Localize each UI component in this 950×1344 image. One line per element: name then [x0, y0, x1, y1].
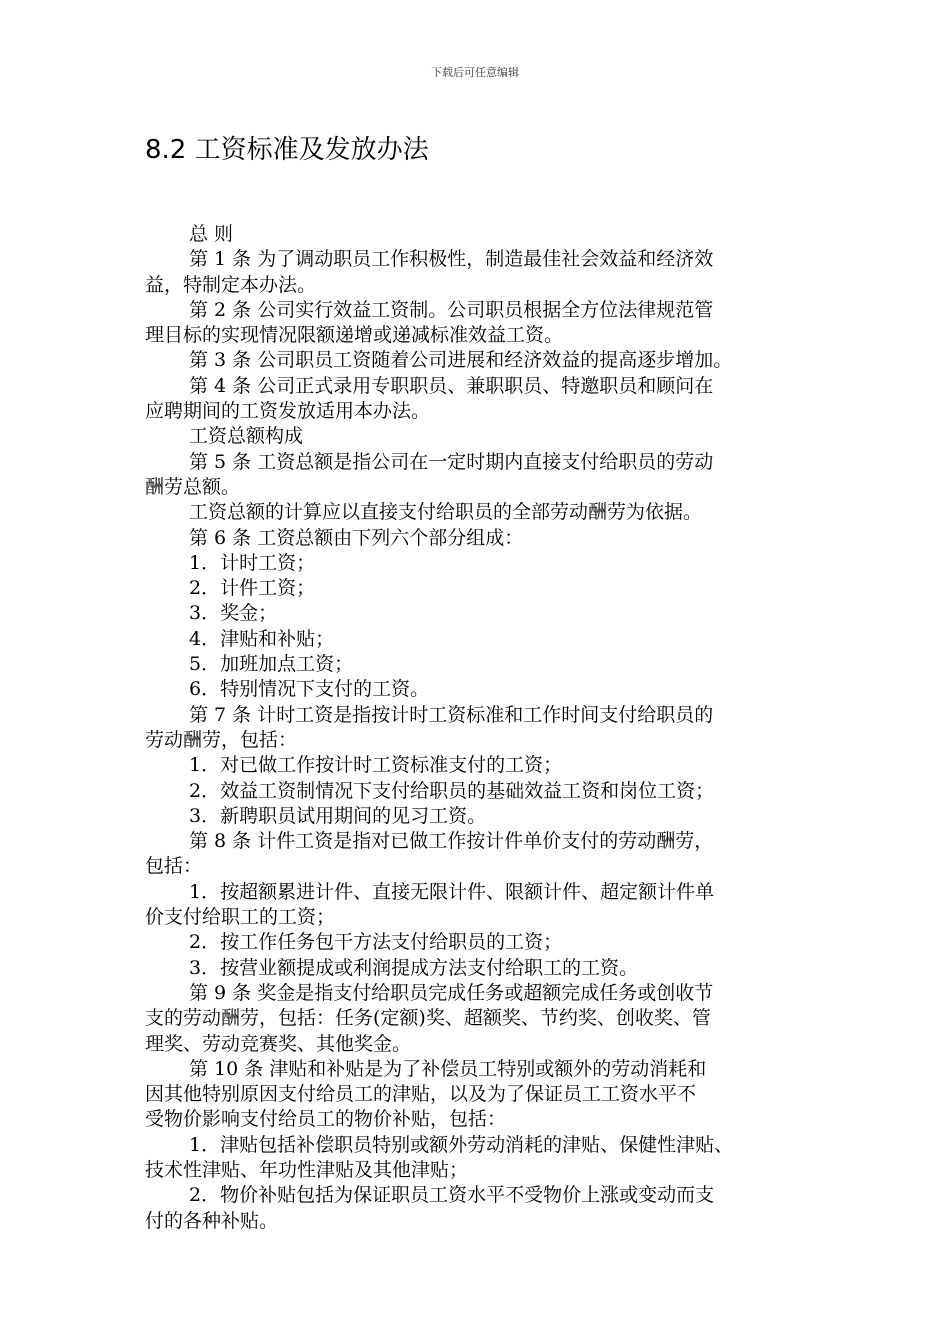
- paragraph-line: 工资总额构成: [189, 425, 304, 448]
- paragraph-line: 付的各种补贴。: [145, 1209, 279, 1232]
- paragraph-line: 第 4 条 公司正式录用专职职员、兼职职员、特邀职员和顾问在: [189, 374, 714, 397]
- paragraph-line: 第 5 条 工资总额是指公司在一定时期内直接支付给职员的劳动: [189, 450, 714, 473]
- paragraph-line: 包括：: [145, 855, 203, 878]
- paragraph-line: 因其他特别原因支付给员工的津贴，以及为了保证员工工资水平不: [145, 1083, 697, 1106]
- paragraph-line: 第 7 条 计时工资是指按计时工资标准和工作时间支付给职员的: [189, 703, 714, 726]
- paragraph-line: 应聘期间的工资发放适用本办法。: [145, 400, 431, 423]
- paragraph-line: 5．加班加点工资；: [189, 653, 354, 676]
- paragraph-line: 技术性津贴、年功性津贴及其他津贴；: [145, 1158, 469, 1181]
- paragraph-line: 6．特别情况下支付的工资。: [189, 678, 430, 701]
- paragraph-line: 第 9 条 奖金是指支付给职员完成任务或超额完成任务或创收节: [189, 981, 714, 1004]
- paragraph-line: 第 10 条 津贴和补贴是为了补偿员工特别或额外的劳动消耗和: [189, 1057, 707, 1080]
- paragraph-line: 总 则: [189, 223, 234, 245]
- paragraph-line: 1．计时工资；: [189, 551, 316, 574]
- paragraph-line: 第 3 条 公司职员工资随着公司进展和经济效益的提高逐步增加。: [189, 349, 733, 372]
- paragraph-line: 3．奖金；: [189, 602, 278, 625]
- paragraph-line: 酬劳总额。: [145, 475, 241, 498]
- paragraph-line: 理奖、劳动竞赛奖、其他奖金。: [145, 1032, 412, 1055]
- paragraph-line: 3．按营业额提成或利润提成方法支付给职工的工资。: [189, 956, 639, 979]
- header-note: 下载后可任意编辑: [431, 66, 519, 79]
- paragraph-line: 1．津贴包括补偿职员特别或额外劳动消耗的津贴、保健性津贴、: [189, 1133, 734, 1156]
- paragraph-line: 第 6 条 工资总额由下列六个部分组成：: [189, 526, 524, 549]
- paragraph-line: 2．按工作任务包干方法支付给职员的工资；: [189, 931, 563, 954]
- paragraph-line: 支的劳动酬劳，包括：任务(定额)奖、超额奖、节约奖、创收奖、管: [145, 1007, 711, 1030]
- paragraph-line: 2．物价补贴包括为保证职员工资水平不受物价上涨或变动而支: [189, 1184, 715, 1207]
- paragraph-line: 1．对已做工作按计时工资标准支付的工资；: [189, 754, 563, 777]
- paragraph-line: 第 2 条 公司实行效益工资制。公司职员根据全方位法律规范管: [189, 298, 714, 321]
- paragraph-line: 第 8 条 计件工资是指对已做工作按计件单价支付的劳动酬劳，: [189, 830, 714, 853]
- paragraph-line: 益，特制定本办法。: [145, 273, 317, 296]
- paragraph-line: 第 1 条 为了调动职员工作积极性，制造最佳社会效益和经济效: [189, 248, 714, 271]
- paragraph-line: 价支付给职工的工资；: [145, 906, 336, 929]
- paragraph-line: 4．津贴和补贴；: [189, 627, 335, 650]
- paragraph-line: 受物价影响支付给员工的物价补贴，包括：: [145, 1108, 507, 1131]
- paragraph-line: 2．计件工资；: [189, 577, 316, 600]
- paragraph-line: 3．新聘职员试用期间的见习工资。: [189, 804, 487, 827]
- paragraph-line: 1．按超额累进计件、直接无限计件、限额计件、超定额计件单: [189, 880, 715, 903]
- document-title: 8.2 工资标准及发放办法: [145, 135, 429, 165]
- paragraph-line: 工资总额的计算应以直接支付给职员的全部劳动酬劳为依据。: [189, 501, 703, 524]
- paragraph-line: 2．效益工资制情况下支付给职员的基础效益工资和岗位工资；: [189, 779, 715, 802]
- paragraph-line: 劳动酬劳，包括：: [145, 728, 298, 751]
- paragraph-line: 理目标的实现情况限额递增或递减标准效益工资。: [145, 324, 564, 347]
- document-body: [145, 222, 809, 1234]
